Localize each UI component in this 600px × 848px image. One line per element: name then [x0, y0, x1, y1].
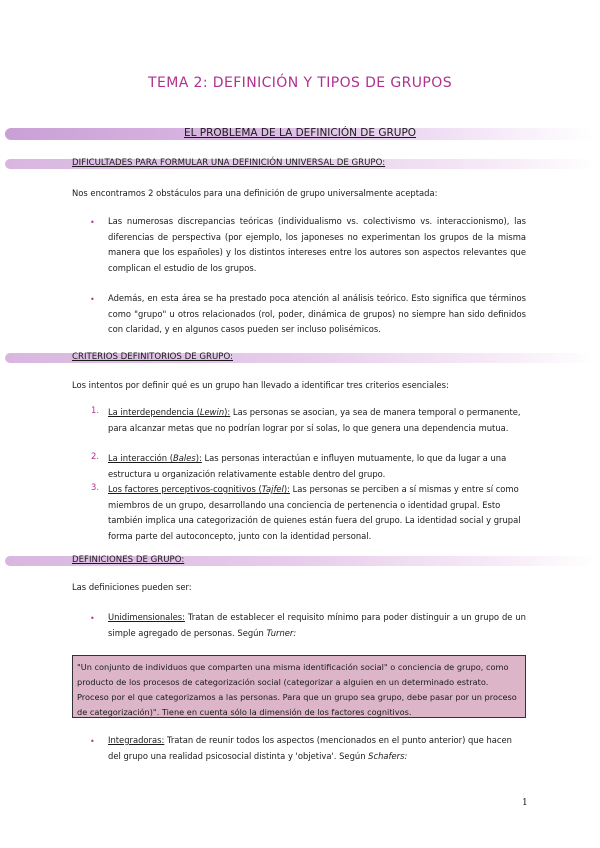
list-number: 3. — [91, 482, 99, 492]
list-number: 2. — [91, 451, 99, 461]
quote-text: "Un conjunto de individuos que comparten una misma identificación social" o conciencia de grupo, como producto de los procesos de categorización social (categorizar a alguien en un determinado estrato. Proceso por el que categorizamos a las personas. Para que un grupo sea grupo, debe pasar por un proceso de categorización)". Tiene en cuenta sólo la dimensión de los factores cognitivos. — [77, 662, 517, 717]
criterion-item: La interdependencia (Lewin): Las personas se asocian, ya sea de manera temporal o permanente, para alcanzar metas que no podrían lograr por sí solas, lo que genera una dependencia mutua. — [108, 407, 521, 433]
subsection-heading-dificultades: DIFICULTADES PARA FORMULAR UNA DEFINICIÓN UNIVERSAL DE GRUPO: — [72, 158, 386, 168]
bullet-paragraph: Las numerosas discrepancias teóricas (individualismo vs. colectivismo vs. interaccionismo), las diferencias de perspectiva (por ejemplo, los japoneses no experimentan los grupos de la misma manera que los españoles) y los distintos intereses entre los autores son aspectos relevantes que complican el estudio de los grupos. — [108, 216, 526, 273]
intro-paragraph: Los intentos por definir qué es un grupo han llevado a identificar tres criterios esenciales: — [72, 380, 449, 390]
section-heading: EL PROBLEMA DE LA DEFINICIÓN DE GRUPO — [183, 127, 417, 139]
bullet-icon: • — [90, 737, 95, 746]
criterion-item: Los factores perceptivos-cognitivos (Tajfel): Las personas se perciben a sí mismas y entre sí como miembros de un grupo, desarrollando una conciencia de pertenencia o identidad grupal. Esto también implica una categorización de quienes están fuera del grupo. La identidad social y grupal forma parte del autoconcepto, junto con la identidad personal. — [108, 484, 521, 541]
subsection-heading-definiciones: DEFINICIONES DE GRUPO: — [72, 555, 185, 565]
criterion-item: La interacción (Bales): Las personas interactúan e influyen mutuamente, lo que da lugar a una estructura u organización relativamente estable dentro del grupo. — [108, 453, 507, 479]
list-number: 1. — [91, 405, 99, 415]
bullet-paragraph: Además, en esta área se ha prestado poca atención al análisis teórico. Esto significa que términos como "grupo" u otros relacionados (rol, poder, dinámica de grupos) no siempre han sido definidos con claridad, y en algunos casos pueden ser incluso polisémicos. — [108, 293, 526, 334]
intro-paragraph: Las definiciones pueden ser: — [72, 582, 192, 592]
quote-box — [72, 655, 526, 718]
definition-item-unidimensional: Unidimensionales: Tratan de establecer el requisito mínimo para poder distinguir a un grupo de un simple agregado de personas. Según Turner: — [108, 612, 526, 638]
definition-item-integradoras: Integradoras: Tratan de reunir todos los aspectos (mencionados en el punto anterior) que hacen del grupo una realidad psicosocial distinta y 'objetiva'. Según Schafers: — [108, 735, 512, 761]
bullet-icon: • — [90, 295, 95, 304]
page-title: TEMA 2: DEFINICIÓN Y TIPOS DE GRUPOS — [148, 75, 452, 91]
subsection-heading-criterios: CRITERIOS DEFINITORIOS DE GRUPO: — [72, 352, 233, 362]
bullet-icon: • — [90, 614, 95, 623]
page-number: 1 — [522, 798, 528, 808]
bullet-icon: • — [90, 218, 95, 227]
intro-paragraph: Nos encontramos 2 obstáculos para una definición de grupo universalmente aceptada: — [72, 188, 438, 198]
